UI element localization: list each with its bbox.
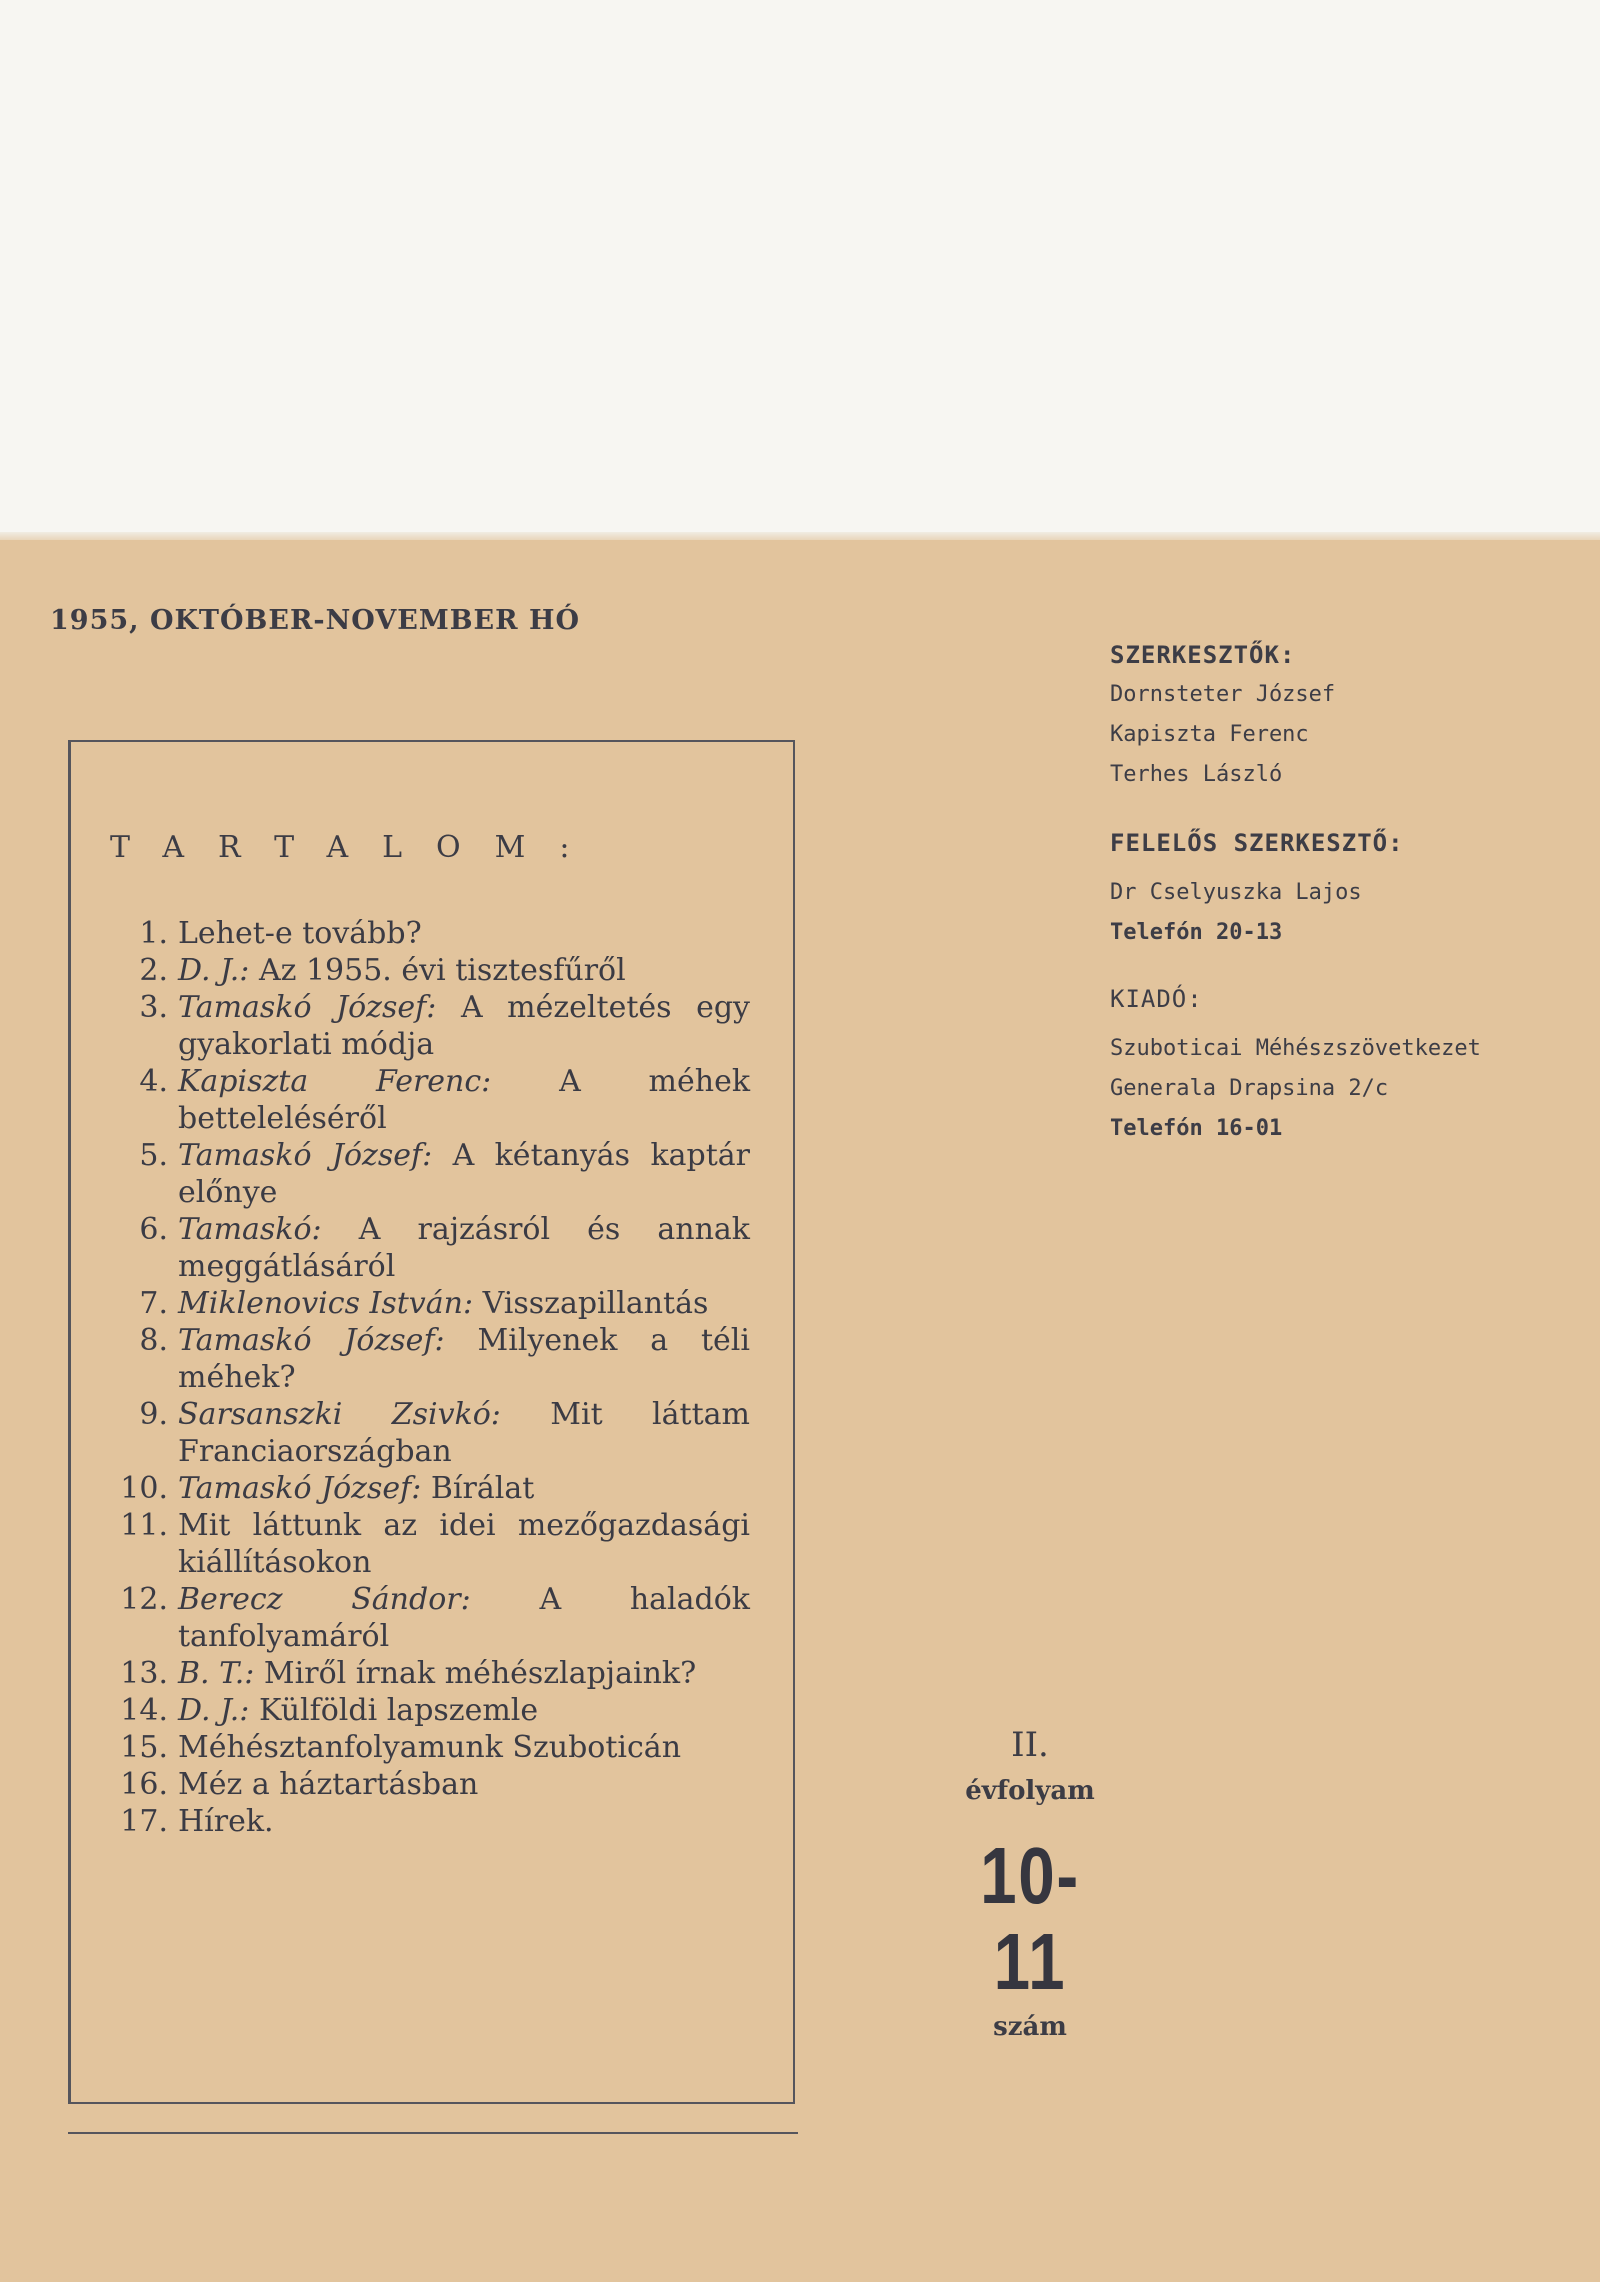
volume-roman: II. (1011, 1725, 1049, 1765)
editor-name: Dornsteter József (1110, 682, 1336, 707)
publisher-phone: Telefón 16-01 (1110, 1116, 1283, 1141)
item-author: Tamaskó József: (178, 1471, 422, 1506)
item-title: Milyenek a téli méhek? (178, 1323, 750, 1395)
list-item (110, 1396, 750, 1470)
item-title: Hírek. (178, 1804, 274, 1839)
publisher-line: Generala Drapsina 2/c (1110, 1076, 1389, 1101)
item-number: 15. (120, 1730, 168, 1765)
issue-unit: szám (993, 2012, 1067, 2042)
item-author: Tamaskó: (178, 1212, 322, 1247)
item-author: Tamaskó József: (178, 1323, 445, 1358)
item-title: A méhek betteleléséről (178, 1064, 751, 1136)
editors-label: SZERKESZTŐK: (1110, 641, 1296, 669)
list-item (110, 1692, 750, 1729)
item-title: Visszapillantás (482, 1286, 709, 1321)
item-text (178, 1581, 750, 1655)
issue-date: 1955, OKTÓBER-NOVEMBER HÓ (50, 605, 580, 636)
item-title: Lehet-e tovább? (178, 916, 422, 951)
list-item (110, 1507, 750, 1581)
item-number: 16. (120, 1767, 168, 1802)
item-text (178, 1692, 750, 1729)
masthead-info (1110, 635, 1590, 1149)
list-item (110, 1766, 750, 1803)
item-author: Tamaskó József: (178, 1138, 433, 1173)
item-title: Miről írnak méhészlapjaink? (263, 1656, 697, 1691)
item-text (178, 989, 750, 1063)
list-item (110, 1322, 750, 1396)
item-text (178, 1396, 750, 1470)
item-text (178, 1507, 750, 1581)
item-title: Mit láttunk az idei mezőgazdasági kiállításokon (178, 1508, 750, 1580)
issue-volume (930, 1725, 1130, 2043)
item-author: Sarsanszki Zsivkó: (178, 1397, 501, 1432)
item-number: 11. (120, 1508, 168, 1543)
item-number: 6. (139, 1212, 168, 1247)
item-title: A kétanyás kaptár előnye (178, 1138, 750, 1210)
item-author: Miklenovics István: (178, 1286, 474, 1321)
list-item (110, 1581, 750, 1655)
item-text (178, 1211, 750, 1285)
list-item (110, 1137, 750, 1211)
list-item (110, 1729, 750, 1766)
list-item (110, 952, 750, 989)
toc-heading: TARTALOM: (110, 830, 604, 865)
item-author: Kapiszta Ferenc: (178, 1064, 492, 1099)
item-number: 12. (120, 1582, 168, 1617)
item-number: 8. (139, 1323, 168, 1358)
item-text (178, 1137, 750, 1211)
editor-name: Terhes László (1110, 762, 1283, 787)
item-title: A rajzásról és annak meggátlásáról (178, 1212, 750, 1284)
item-number: 7. (139, 1286, 168, 1321)
list-item (110, 1470, 750, 1507)
list-item (110, 989, 750, 1063)
item-author: Tamaskó József: (178, 990, 437, 1025)
item-number: 10. (120, 1471, 168, 1506)
item-number: 17. (120, 1804, 168, 1839)
item-text (178, 1322, 750, 1396)
list-item (110, 1285, 750, 1322)
item-text (178, 915, 750, 952)
responsible-editor-label: FELELŐS SZERKESZTŐ: (1110, 829, 1404, 857)
issue-number: 10-11 (980, 1831, 1080, 2006)
item-title: Méz a háztartásban (178, 1767, 479, 1802)
item-title: Külföldi lapszemle (258, 1693, 539, 1728)
item-text (178, 1729, 750, 1766)
item-title: Méhésztanfolyamunk Szuboticán (178, 1730, 682, 1765)
responsible-editor-name: Dr Cselyuszka Lajos (1110, 880, 1362, 905)
responsible-editor-phone: Telefón 20-13 (1110, 920, 1283, 945)
list-item (110, 1803, 750, 1840)
item-text (178, 1803, 750, 1840)
item-author: D. J.: (178, 1693, 250, 1728)
item-author: Berecz Sándor: (178, 1582, 471, 1617)
list-item (110, 915, 750, 952)
item-number: 4. (139, 1064, 168, 1099)
volume-word: évfolyam (965, 1776, 1095, 1806)
item-text (178, 1470, 750, 1507)
item-title: Az 1955. évi tisztesfűről (258, 953, 626, 988)
item-text (178, 1285, 750, 1322)
item-text (178, 1063, 750, 1137)
list-item (110, 1655, 750, 1692)
toc-list (110, 915, 750, 1840)
item-number: 2. (139, 953, 168, 988)
item-number: 5. (139, 1138, 168, 1173)
list-item (110, 1063, 750, 1137)
item-number: 9. (139, 1397, 168, 1432)
item-number: 14. (120, 1693, 168, 1728)
item-number: 1. (139, 916, 168, 951)
item-title: A haladók tanfolyamáról (178, 1582, 750, 1654)
editor-name: Kapiszta Ferenc (1110, 722, 1309, 747)
item-text (178, 1655, 750, 1692)
item-title: Mit láttam Franciaországban (178, 1397, 750, 1469)
item-text (178, 1766, 750, 1803)
bottom-rule (68, 2132, 798, 2134)
item-author: D. J.: (178, 953, 250, 988)
publisher-label: KIADÓ: (1110, 985, 1203, 1013)
item-number: 3. (139, 990, 168, 1025)
list-item (110, 1211, 750, 1285)
item-author: B. T.: (178, 1656, 255, 1691)
item-text (178, 952, 750, 989)
item-number: 13. (120, 1656, 168, 1691)
item-title: Bírálat (430, 1471, 535, 1506)
item-title: A mézeltetés egy gyakorlati módja (178, 990, 751, 1062)
publisher-line: Szuboticai Méhészszövetkezet (1110, 1036, 1481, 1061)
